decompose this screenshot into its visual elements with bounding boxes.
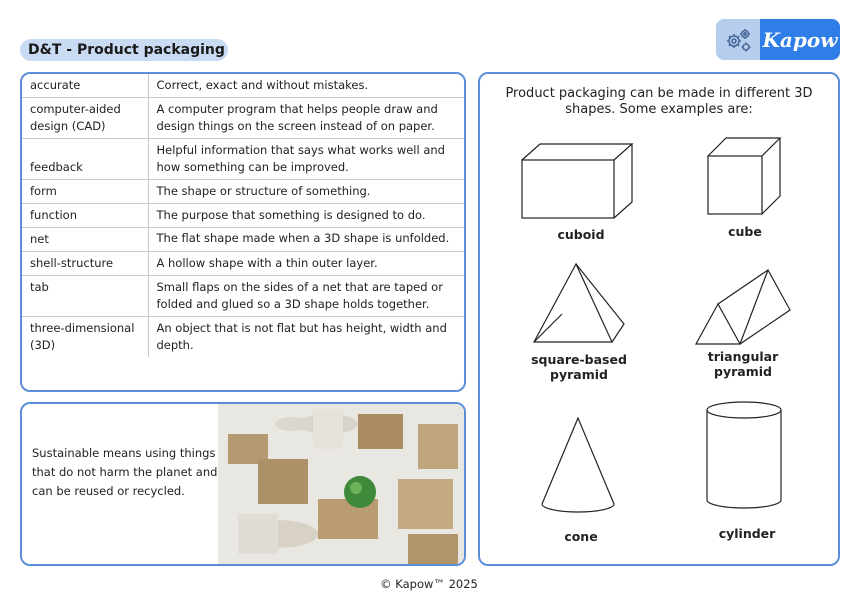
glossary-definition: A hollow shape with a thin outer layer. bbox=[148, 252, 464, 276]
table-row bbox=[22, 276, 464, 317]
table-row bbox=[22, 204, 464, 228]
glossary-definition: Small flaps on the sides of a net that are taped or folded and glued so a 3D shape holds together. bbox=[148, 276, 464, 317]
table-row bbox=[22, 139, 464, 180]
kapow-logo bbox=[716, 19, 840, 60]
sustainable-panel bbox=[20, 402, 466, 566]
shape-label-cuboid: cuboid bbox=[557, 227, 605, 242]
table-row bbox=[22, 228, 464, 252]
copyright-footer: © Kapow™ 2025 bbox=[380, 577, 478, 591]
sustainable-text: Sustainable means using things that do not harm the planet and can be reused or recycled. bbox=[32, 446, 218, 498]
glossary-definition: A computer program that helps people draw and design things on the screen instead of on paper. bbox=[148, 98, 464, 139]
glossary-definition: The flat shape made when a 3D shape is unfolded. bbox=[148, 228, 464, 252]
shapes-intro: Product packaging can be made in different 3D shapes. Some examples are: bbox=[505, 86, 813, 117]
glossary-term: tab bbox=[22, 276, 148, 317]
glossary-table bbox=[22, 74, 464, 357]
glossary-panel bbox=[20, 72, 466, 392]
glossary-term: shell-structure bbox=[22, 252, 148, 276]
shape-label-cylinder: cylinder bbox=[718, 526, 776, 541]
glossary-definition: An object that is not flat but has height, width and depth. bbox=[156, 321, 447, 352]
glossary-definition: Correct, exact and without mistakes. bbox=[148, 74, 464, 98]
glossary-definition: The purpose that something is designed to do. bbox=[148, 204, 464, 228]
glossary-definition: Helpful information that says what works well and how something can be improved. bbox=[148, 139, 464, 180]
table-row bbox=[22, 98, 464, 139]
triangular-pyramid-shape bbox=[694, 268, 792, 346]
glossary-term: function bbox=[22, 204, 148, 228]
gears-icon bbox=[716, 19, 760, 60]
glossary-term: computer-aided design (CAD) bbox=[22, 98, 148, 139]
cube-shape bbox=[706, 136, 782, 218]
packaging-photo bbox=[218, 404, 466, 566]
glossary-term: feedback bbox=[22, 139, 148, 180]
glossary-definition: The shape or structure of something. bbox=[148, 180, 464, 204]
square-pyramid-shape bbox=[532, 262, 626, 346]
page-title: D&T - Product packaging bbox=[20, 39, 228, 61]
cylinder-shape bbox=[704, 400, 784, 512]
cone-shape bbox=[540, 416, 618, 514]
glossary-term: accurate bbox=[22, 74, 148, 98]
glossary-term: three-dimensional (3D) bbox=[22, 317, 148, 358]
shape-label-cone: cone bbox=[564, 529, 598, 544]
shapes-panel bbox=[478, 72, 840, 566]
table-row bbox=[22, 317, 464, 358]
glossary-term: form bbox=[22, 180, 148, 204]
glossary-term: net bbox=[22, 228, 148, 252]
shape-label-triangular-pyramid: triangular pyramid bbox=[707, 349, 779, 379]
shape-label-square-based-pyramid: square-based pyramid bbox=[531, 352, 627, 382]
table-row bbox=[22, 74, 464, 98]
cuboid-shape bbox=[520, 142, 640, 222]
table-row bbox=[22, 180, 464, 204]
logo-wordmark: Kapow bbox=[760, 19, 840, 60]
shape-label-cube: cube bbox=[728, 224, 762, 239]
table-row bbox=[22, 252, 464, 276]
